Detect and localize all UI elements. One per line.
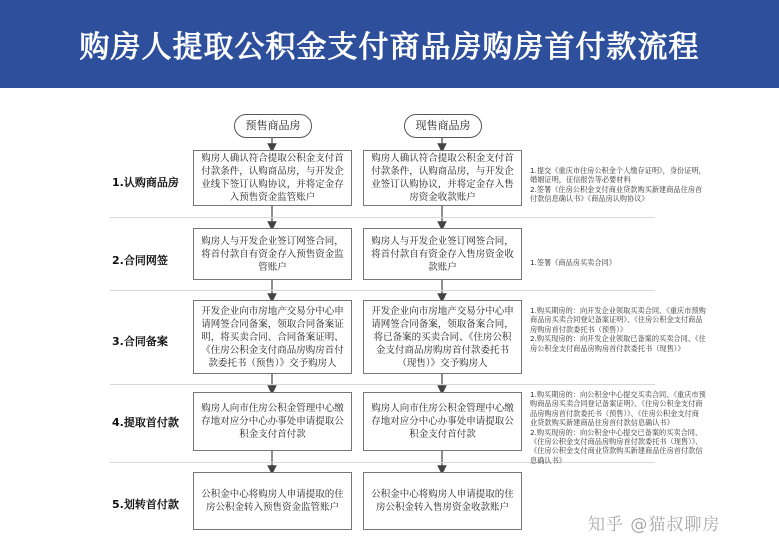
step4-notes [530,390,706,465]
step-label-3: 3.合同备案 [112,335,168,348]
step2-presale-box: 购房人与开发企业签订网签合同，将首付款自有资金存入预售资金监管账户 [193,228,352,280]
watermark: 知乎 @猫叔聊房 [588,515,721,535]
step2-existing-box: 购房人与开发企业签订网签合同，将首付款自有资金存入售房资金收款账户 [363,228,522,280]
step3-note-1: 1.购买期房的：向开发企业领取买卖合同、《重庆市预购商品房买卖合同登记备案证明》、《住房公积金支付商品房购房首付款委托书（预售）》 [530,306,706,334]
step2-note-1: 1.签署《商品房买卖合同》 [530,258,616,267]
existing-column-header: 现售商品房 [404,114,482,138]
step-label-5: 5.划转首付款 [112,498,179,511]
step3-note-2: 2.购买现房的：向开发企业领取已备案的买卖合同、《住房公积金支付商品房购房首付款委托书（现售）》 [530,334,706,353]
step-label-4: 4.提取首付款 [112,416,179,429]
step1-note-1: 1.提交《重庆市住房公积金个人缴存证明》，身份证明，婚姻证明，征信报告等必要材料 [530,166,706,185]
step1-notes [530,166,706,204]
step3-existing-box: 开发企业向市房地产交易分中心申请网签合同备案，领取备案合同，将已备案的买卖合同、《住房公积金支付商品房购房首付款委托书（现售）》交予购房人 [363,300,522,374]
step-label-2: 2.合同网签 [112,254,168,267]
step2-notes [530,258,706,267]
step4-note-2: 2.购买现房的：向公积金中心提交已备案的买卖合同、《住房公积金支付商品房购房首付款委托书（现售）》、《住房公积金支付商业贷款购买新建商品住房首付款信息确认书》 [530,427,703,465]
step1-note-2: 2.签署《住房公积金支付商业贷款购买新建商品住房首付款信息确认书》《商品房认购协议》 [530,184,703,204]
step3-notes [530,306,706,353]
step1-existing-box: 购房人确认符合提取公积金支付首付款条件，认购商品房，与开发企业签订认购协议，并将定金存入售房资金收款账户 [363,150,522,206]
step-label-1: 1.认购商品房 [112,176,179,189]
step4-presale-box: 购房人向市住房公积金管理中心缴存地对应分中心办事处申请提取公积金支付首付款 [193,392,352,451]
row-divider [110,290,655,291]
step3-presale-box: 开发企业向市房地产交易分中心申请网签合同备案，领取合同备案证明，将买卖合同、合同备案证明、《住房公积金支付商品房购房首付款委托书（预售）》交予购房人 [193,300,352,374]
page-title: 购房人提取公积金支付商品房购房首付款流程 [79,30,700,65]
row-divider [110,384,655,385]
row-divider [110,217,655,218]
step5-presale-box: 公积金中心将购房人申请提取的住房公积金转入预售资金监管账户 [193,472,352,530]
step5-existing-box: 公积金中心将购房人申请提取的住房公积金转入售房资金收款账户 [363,472,522,530]
step4-existing-box: 购房人向市住房公积金管理中心缴存地对应分中心办事处申请提取公积金支付首付款 [363,392,522,451]
presale-column-header: 预售商品房 [234,114,312,138]
step1-presale-box: 购房人确认符合提取公积金支付首付款条件，认购商品房，与开发企业线下签订认购协议，并将定金存入预售资金监管账户 [193,150,352,206]
step4-note-1: 1.购买期房的：向公积金中心提交买卖合同、《重庆市预购商品房买卖合同登记备案证明》、《住房公积金支付商品房购房首付款委托书（预售）》、《住房公积金支付商业贷款购买新建商品住房首付款信息确认书》 [530,390,706,428]
